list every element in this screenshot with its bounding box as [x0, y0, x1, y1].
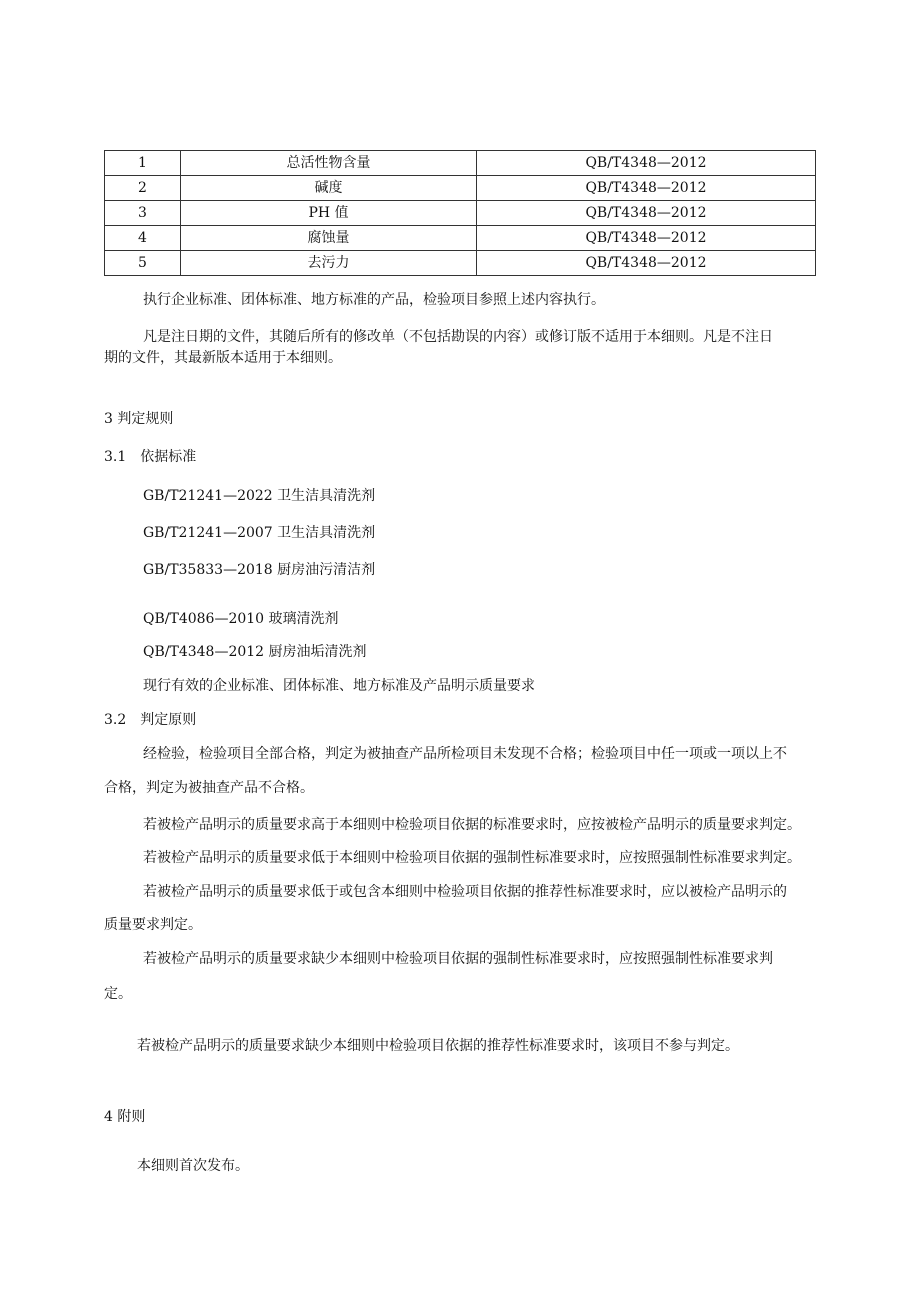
inspection-items-table — [104, 150, 816, 276]
section-3-1-heading: 3.1 依据标准 — [104, 449, 197, 465]
standard-item: GB/T21241—2022 卫生洁具清洗剂 — [143, 488, 376, 504]
test-standard: QB/T4348—2012 — [477, 151, 816, 176]
row-number: 4 — [105, 226, 181, 251]
standard-item: QB/T4086—2010 玻璃清洗剂 — [143, 611, 339, 627]
table-row — [105, 201, 816, 226]
row-number: 3 — [105, 201, 181, 226]
paragraph-dated-references-line1: 凡是注日期的文件，其随后所有的修改单（不包括勘误的内容）或修订版不适用于本细则。凡是不注日 — [143, 329, 773, 345]
row-number: 5 — [105, 251, 181, 276]
principle-f: 若被检产品明示的质量要求缺少本细则中检验项目依据的推荐性标准要求时，该项目不参与判定。 — [137, 1038, 739, 1054]
paragraph-dated-references-line2: 期的文件，其最新版本适用于本细则。 — [104, 350, 342, 366]
standard-item: GB/T35833—2018 厨房油污清洁剂 — [143, 562, 376, 578]
section-3-heading: 3 判定规则 — [104, 411, 174, 427]
inspection-item: PH 值 — [181, 201, 477, 226]
table-row — [105, 226, 816, 251]
principle-d-line1: 若被检产品明示的质量要求低于或包含本细则中检验项目依据的推荐性标准要求时，应以被检产品明示的 — [143, 884, 787, 900]
standard-item: GB/T21241—2007 卫生洁具清洗剂 — [143, 525, 376, 541]
principle-e-line2: 定。 — [104, 986, 132, 1002]
test-standard: QB/T4348—2012 — [477, 226, 816, 251]
inspection-item: 总活性物含量 — [181, 151, 477, 176]
principle-a-line1: 经检验，检验项目全部合格，判定为被抽查产品所检项目未发现不合格；检验项目中任一项或一项以上不 — [143, 746, 787, 762]
test-standard: QB/T4348—2012 — [477, 176, 816, 201]
principle-e-line1: 若被检产品明示的质量要求缺少本细则中检验项目依据的强制性标准要求时，应按照强制性标准要求判 — [143, 951, 773, 967]
row-number: 1 — [105, 151, 181, 176]
section-3-2-heading: 3.2 判定原则 — [104, 712, 197, 728]
standard-item: 现行有效的企业标准、团体标准、地方标准及产品明示质量要求 — [143, 678, 535, 694]
test-standard: QB/T4348—2012 — [477, 251, 816, 276]
table-row — [105, 151, 816, 176]
principle-b: 若被检产品明示的质量要求高于本细则中检验项目依据的标准要求时，应按被检产品明示的质量要求判定。 — [143, 817, 801, 833]
inspection-item: 去污力 — [181, 251, 477, 276]
row-number: 2 — [105, 176, 181, 201]
section-4-text: 本细则首次发布。 — [137, 1158, 249, 1174]
standard-item: QB/T4348—2012 厨房油垢清洗剂 — [143, 644, 367, 660]
principle-d-line2: 质量要求判定。 — [104, 917, 202, 933]
test-standard: QB/T4348—2012 — [477, 201, 816, 226]
paragraph-applicability: 执行企业标准、团体标准、地方标准的产品，检验项目参照上述内容执行。 — [143, 292, 605, 308]
inspection-item: 碱度 — [181, 176, 477, 201]
inspection-item: 腐蚀量 — [181, 226, 477, 251]
table-row — [105, 251, 816, 276]
table-row — [105, 176, 816, 201]
section-4-heading: 4 附则 — [104, 1109, 146, 1125]
principle-a-line2: 合格，判定为被抽查产品不合格。 — [104, 780, 314, 796]
principle-c: 若被检产品明示的质量要求低于本细则中检验项目依据的强制性标准要求时，应按照强制性标准要求判定。 — [143, 850, 801, 866]
